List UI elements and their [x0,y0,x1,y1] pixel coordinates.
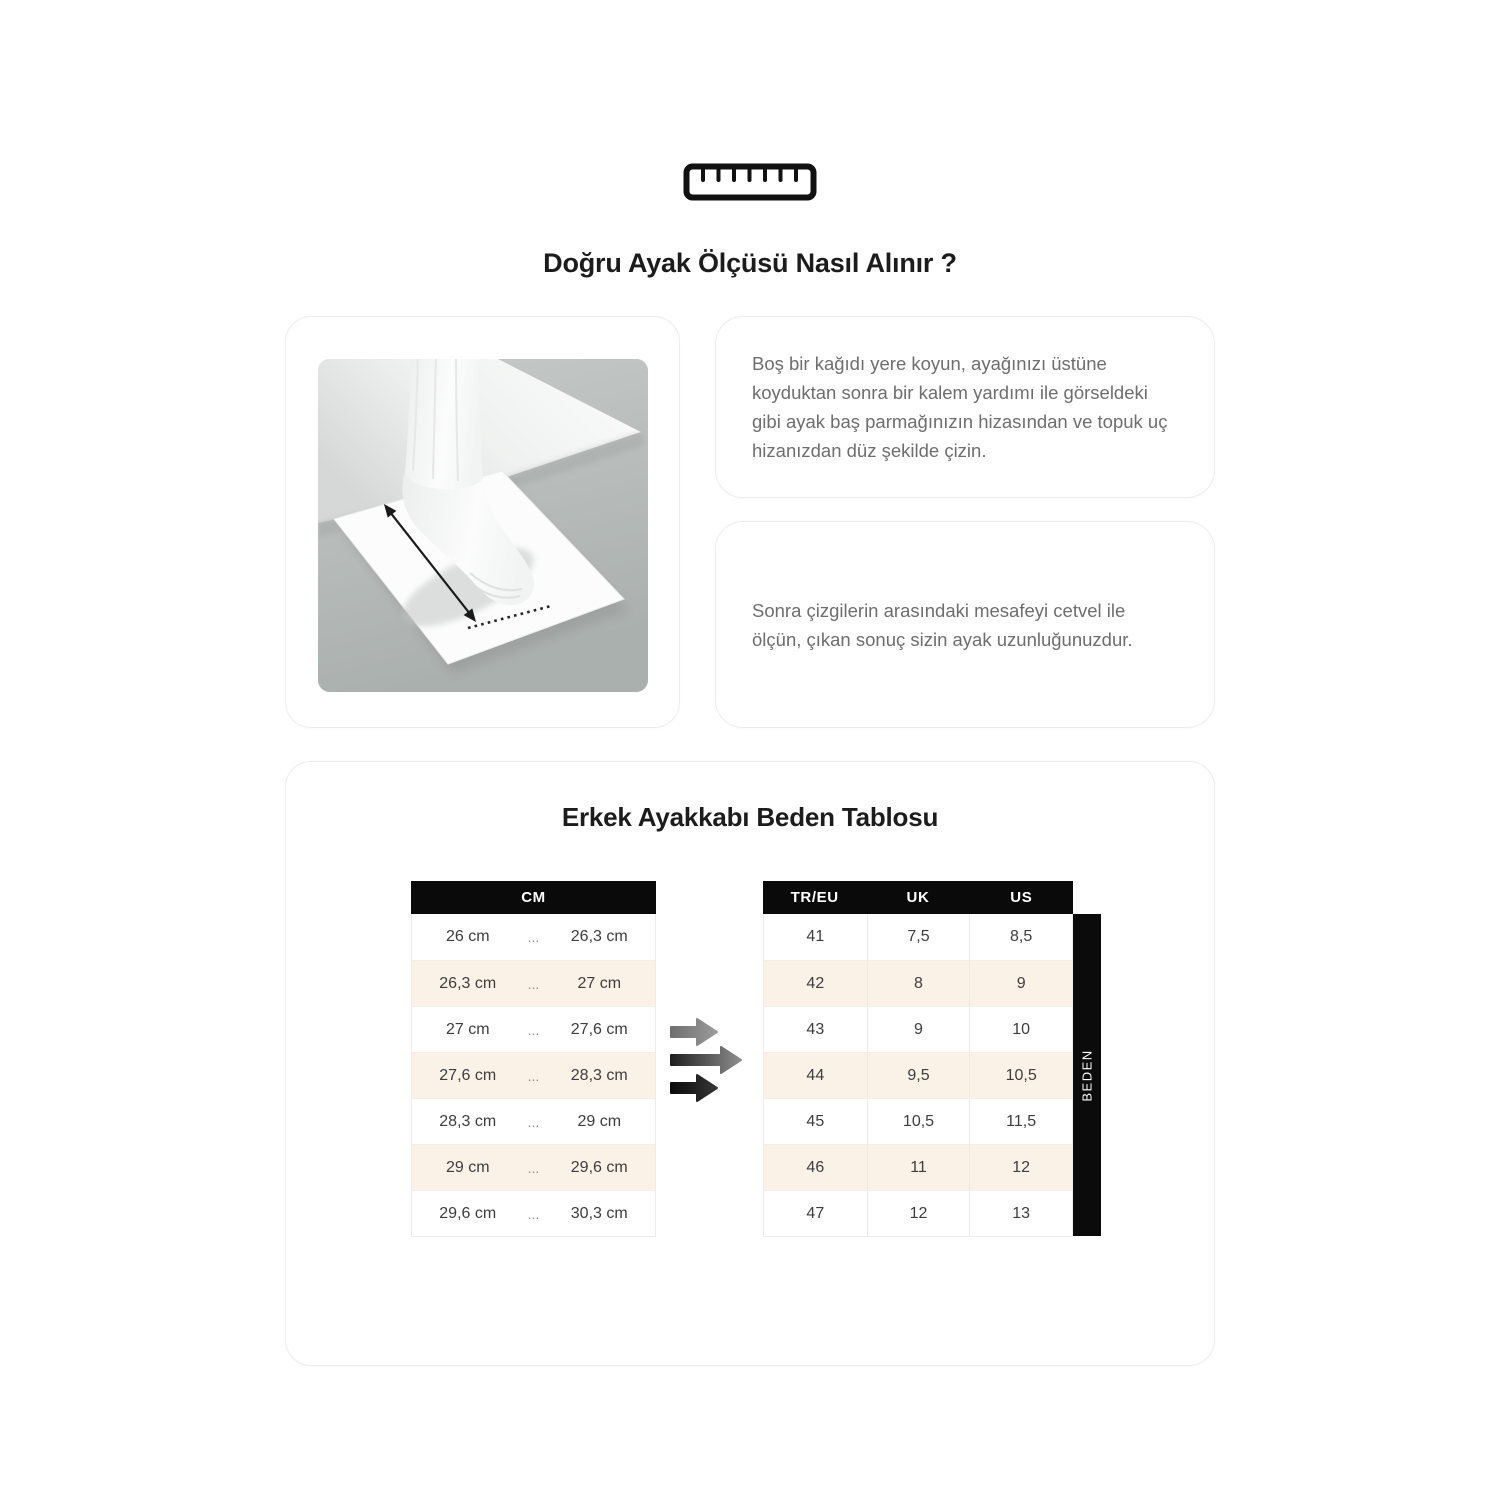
instruction-step1-text: Boş bir kağıdı yere koyun, ayağınızı üstüne koyduktan sonra bir kalem yardımı ile görseldeki gibi ayak baş parmağınızın hizasından ve topuk uç hizanızdan düz şekilde çizin. [752,353,1168,461]
size-table-row: 44 9,5 10,5 [764,1052,1072,1098]
instruction-column [715,316,1215,728]
size-table-row: 42 8 9 [764,960,1072,1006]
size-table-title: Erkek Ayakkabı Beden Tablosu [561,802,939,832]
cm-table-row: 26,3 cm ... 27 cm [412,960,655,1006]
instruction-step2-text: Sonra çizgilerin arasındaki mesafeyi cetvel ile ölçün, çıkan sonuç sizin ayak uzunluğunuzdur. [752,599,1133,650]
size-conversion-table [763,881,1073,1237]
cm-table-header: CM [411,881,656,914]
size-table-row: 41 7,5 8,5 [764,914,1072,960]
size-table-card [285,761,1215,1366]
cm-table [411,881,656,1237]
measurement-photo-card [285,316,680,728]
cm-table-row: 27,6 cm ... 28,3 cm [412,1052,655,1098]
size-table-row: 43 9 10 [764,1006,1072,1052]
cm-table-row: 29 cm ... 29,6 cm [412,1144,655,1190]
size-table-row: 47 12 13 [764,1190,1072,1236]
content-column [285,0,1215,1366]
size-table-header: US [1010,889,1033,906]
ruler-icon [683,163,817,201]
instruction-card-step1 [715,316,1215,498]
measurement-guide [285,316,1215,728]
foot-measurement-photo [318,359,648,692]
transfer-arrows-icon [669,1013,749,1103]
size-table-header: TR/EU [790,889,839,906]
hero-section [285,163,1215,279]
instruction-card-step2 [715,521,1215,728]
size-table-header-row [763,881,1073,914]
size-table-header: UK [906,889,930,906]
cm-table-row: 29,6 cm ... 30,3 cm [412,1190,655,1236]
size-table-row: 46 11 12 [764,1144,1072,1190]
size-table-body [763,914,1073,1237]
cm-table-body [411,914,656,1237]
page-title: Doğru Ayak Ölçüsü Nasıl Alınır ? [543,248,957,278]
size-tables-row [286,881,1214,1237]
size-table-row: 45 10,5 11,5 [764,1098,1072,1144]
cm-table-row: 28,3 cm ... 29 cm [412,1098,655,1144]
beden-side-label: BEDEN [1073,914,1101,1236]
cm-table-row: 26 cm ... 26,3 cm [445,928,628,945]
cm-table-row: 27 cm ... 27,6 cm [412,1006,655,1052]
